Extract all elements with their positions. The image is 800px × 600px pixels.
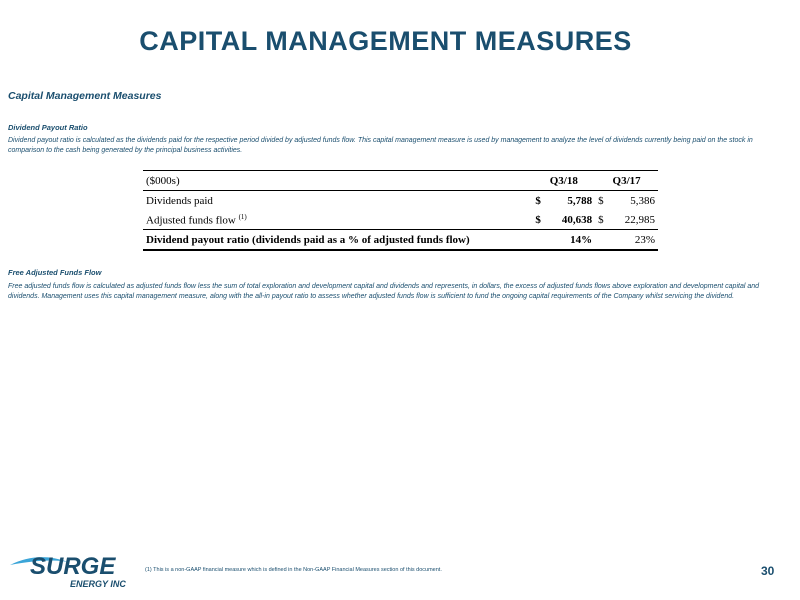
page-title: CAPITAL MANAGEMENT MEASURES	[139, 26, 632, 56]
table-row	[143, 191, 658, 211]
cell-value: 23%	[615, 230, 658, 251]
cell-value: 14%	[552, 230, 595, 251]
cell-value: 5,386	[630, 194, 655, 207]
dividend-payout-table	[143, 170, 658, 251]
unit-label: ($000s)	[143, 171, 532, 191]
currency-symbol: $	[535, 194, 541, 207]
surge-energy-logo	[8, 546, 133, 591]
ratio-row	[143, 230, 658, 251]
free-funds-flow-heading: Free Adjusted Funds Flow	[8, 268, 102, 277]
cell-value: 22,985	[624, 213, 655, 226]
column-header-q3-17: Q3/17	[595, 171, 658, 191]
currency-symbol: $	[598, 213, 604, 226]
logo-subtext: ENERGY INC	[70, 579, 126, 589]
dividend-payout-description: Dividend payout ratio is calculated as the dividends paid for the respective period divided by adjusted funds flow. This capital management measure is used by management to analyze the level of dividends currently being paid on the stock in comparison to the cash being generated by the principal business activities.	[8, 137, 753, 154]
currency-symbol: $	[535, 213, 541, 226]
column-header-q3-18: Q3/18	[532, 171, 595, 191]
cell-value: 5,788	[567, 194, 593, 207]
footnote: (1) This is a non-GAAP financial measure which is defined in the Non-GAAP Financial Measures section of this document.	[145, 567, 442, 573]
currency-symbol: $	[598, 194, 604, 207]
ratio-label: Dividend payout ratio (dividends paid as a % of adjusted funds flow)	[143, 230, 532, 251]
table-header-row	[143, 171, 658, 191]
page-number: 30	[761, 564, 775, 578]
logo-wordmark: SURGE	[30, 553, 116, 580]
dividend-payout-heading: Dividend Payout Ratio	[8, 123, 88, 132]
footnote-marker: (1)	[238, 212, 247, 221]
table-row	[143, 210, 658, 230]
row-label: Adjusted funds flow $^{(1)}$	[146, 212, 247, 227]
section-heading: Capital Management Measures	[8, 90, 162, 102]
cell-value: 40,638	[561, 213, 593, 226]
free-funds-flow-description: Free adjusted funds flow is calculated as adjusted funds flow less the sum of total exploration and development capital and dividends and represents, in dollars, the excess of adjusted funds flows above exploration and development capital and dividends. Management uses this capital management measure, along with the all-in payout ratio to assess whether adjusted funds flow is sufficient to fund the ongoing capital requirements of the Company whilst servicing the dividend.	[8, 283, 760, 300]
row-label: Dividends paid	[146, 194, 213, 207]
